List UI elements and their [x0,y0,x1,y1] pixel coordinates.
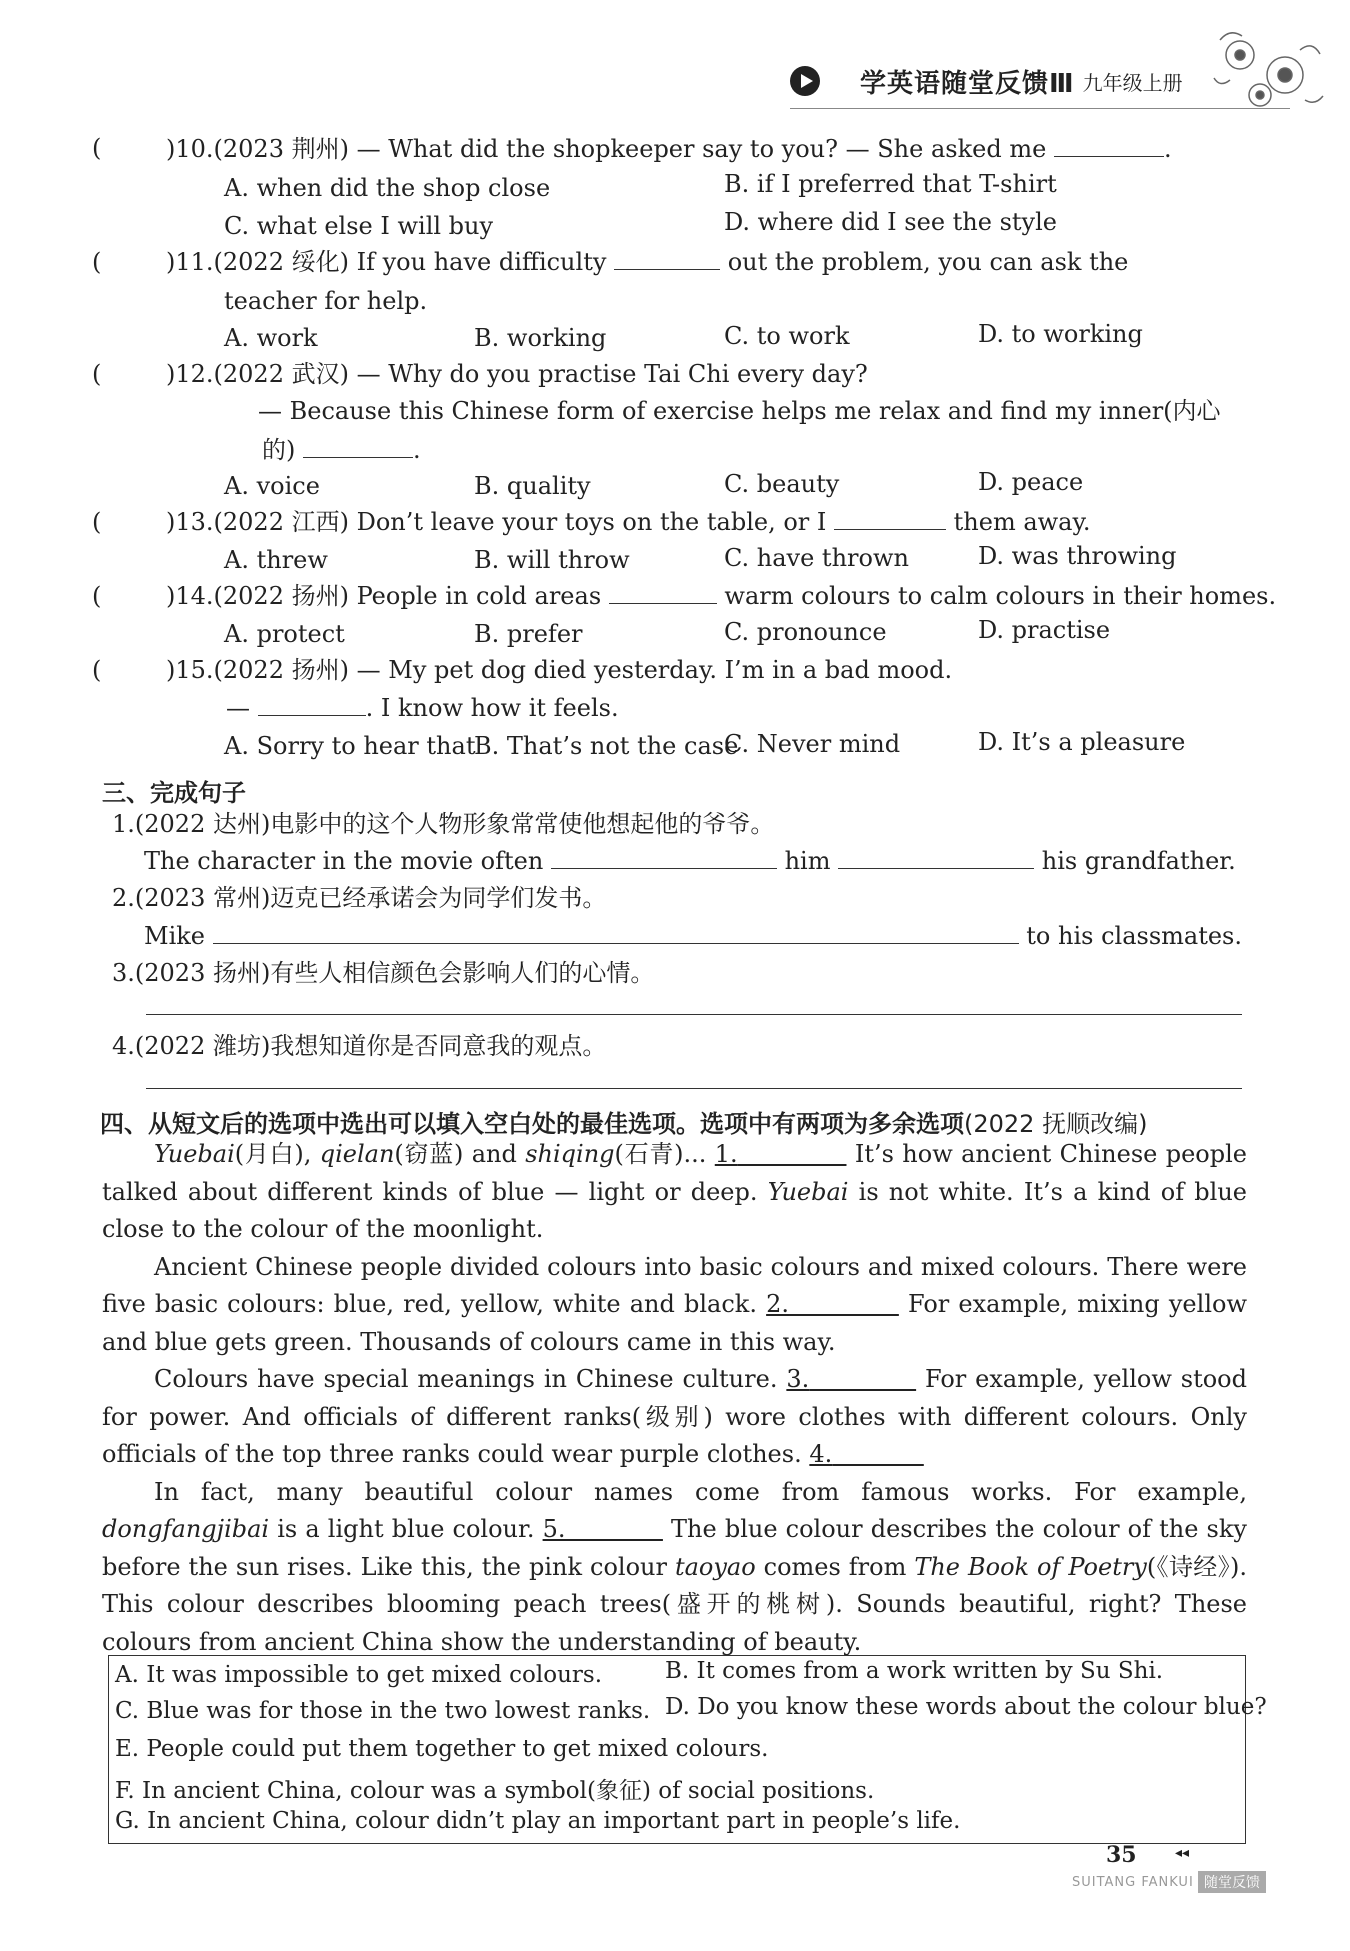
option-c: C. what else I will buy [224,212,494,240]
section-4-title: 四、从短文后的选项中选出可以填入空白处的最佳选项。选项中有两项为多余选项(2022 抚顺改编) [100,1110,1148,1138]
question-10: )10.(2023 荆州) — What did the shopkeeper say to you? — She asked me . [166,135,1172,163]
option-a: A. threw [224,546,328,574]
option-d: D. practise [978,616,1111,644]
flower-decoration-icon [1200,20,1330,120]
option-d: D. peace [978,468,1084,496]
option-d: D. where did I see the style [724,208,1057,236]
answer-paren[interactable]: ( [92,656,102,684]
answer-blank[interactable] [614,247,720,270]
question-12: )12.(2022 武汉) — Why do you practise Tai Chi every day? [166,360,868,388]
page-number: 35 [1106,1842,1137,1868]
play-icon [790,66,820,96]
option-d: D. Do you know these words about the colour blue? [665,1694,1267,1720]
question-11: )11.(2022 绥化) If you have difficulty out the problem, you can ask the [166,248,1129,276]
option-c: C. pronounce [724,618,887,646]
answer-blank[interactable] [609,581,717,604]
paragraph-4: In fact, many beautiful colour names come from famous works. For example, dongfangjibai is a light blue colour. 5. The blue colour describes the colour of the sky before the sun rises. Like this, the pink colour taoyao comes from The Book of Poetry(《诗经》). This colour describes blooming peach trees(盛开的桃树). Sounds beautiful, right? These colours from ancient China show the understanding of beauty. [102,1477,1247,1656]
option-d: D. to working [978,320,1143,348]
option-a: A. It was impossible to get mixed colours. [115,1662,603,1688]
passage-blank-5[interactable]: 5. [542,1515,566,1543]
option-b: B. quality [474,472,591,500]
double-arrow-icon: ◂◂ [1175,1845,1190,1861]
question-15-line2: — . I know how it feels. [226,694,619,722]
option-b: B. That’s not the case [474,732,739,760]
section-3-title: 三、完成句子 [102,779,246,807]
passage-blank-3[interactable]: 3. [786,1365,810,1393]
footer-brand: SUITANG FANKUI [1072,1875,1194,1890]
paragraph-3: Colours have special meanings in Chinese culture. 3. For example, yellow stood for power. And officials of different ranks(级别) wore clothes with different colours. Only officials of the top three ranks could wear purple clothes. 4. [102,1365,1247,1468]
option-a: A. when did the shop close [224,174,551,202]
answer-line[interactable] [146,1014,1242,1015]
option-c: C. Blue was for those in the two lowest ranks. [115,1698,651,1724]
option-b: B. It comes from a work written by Su Shi. [665,1658,1164,1684]
answer-paren[interactable]: ( [92,508,102,536]
passage-blank-2[interactable]: 2. [766,1290,790,1318]
option-c: C. beauty [724,470,840,498]
sentence-1-chinese: 1.(2022 达州)电影中的这个人物形象常常使他想起他的爷爷。 [112,810,775,838]
header-title: 学英语随堂反馈Ⅲ [860,68,1075,99]
option-b: B. if I preferred that T-shirt [724,170,1057,198]
option-a: A. work [224,324,318,352]
header-divider [790,108,1290,109]
question-11-line2: teacher for help. [224,287,428,315]
option-f: F. In ancient China, colour was a symbol(象征) of social positions. [115,1778,875,1804]
answer-blank[interactable] [258,693,366,716]
answer-line[interactable] [146,1088,1242,1089]
sentence-1-english: The character in the movie often him his grandfather. [144,847,1236,875]
sentence-4-chinese: 4.(2022 潍坊)我想知道你是否同意我的观点。 [112,1032,607,1060]
answer-paren[interactable]: ( [92,360,102,388]
paragraph-1: Yuebai(月白), qielan(窃蓝) and shiqing(石青)... 1. It’s how ancient Chinese people talked about different kinds of blue — light or deep. Yuebai is not white. It’s a kind of blue close to the colour of the moonlight. [102,1140,1248,1243]
question-12-line2: — Because this Chinese form of exercise helps me relax and find my inner(内心 [258,397,1221,425]
option-a: A. voice [224,472,320,500]
header-subtitle: 九年级上册 [1082,70,1183,95]
option-d: D. was throwing [978,542,1177,570]
paragraph-2: Ancient Chinese people divided colours into basic colours and mixed colours. There were five basic colours: blue, red, yellow, white and black. 2. For example, mixing yellow and blue gets green. Thousands of colours came in this way. [102,1252,1247,1356]
option-g: G. In ancient China, colour didn’t play an important part in people’s life. [115,1808,961,1834]
sentence-2-english: Mike to his classmates. [144,922,1242,950]
passage-blank-4[interactable]: 4. [809,1440,833,1468]
question-15: )15.(2022 扬州) — My pet dog died yesterday. I’m in a bad mood. [166,656,953,684]
question-14: )14.(2022 扬州) People in cold areas warm colours to calm colours in their homes. [166,582,1277,610]
answer-blank[interactable] [838,846,1034,869]
option-c: C. have thrown [724,544,909,572]
option-a: A. Sorry to hear that [224,732,476,760]
options-box [108,1655,1267,1844]
sentence-3-chinese: 3.(2023 扬州)有些人相信颜色会影响人们的心情。 [112,959,655,987]
answer-blank[interactable] [551,846,777,869]
option-b: B. prefer [474,620,583,648]
option-a: A. protect [224,620,345,648]
answer-blank[interactable] [303,435,413,458]
option-d: D. It’s a pleasure [978,728,1186,756]
option-b: B. will throw [474,546,630,574]
option-e: E. People could put them together to get mixed colours. [115,1736,769,1762]
option-b: B. working [474,324,607,352]
option-c: C. Never mind [724,730,901,758]
footer-badge: 随堂反馈 [1198,1871,1266,1893]
reading-passage [102,1136,1247,1661]
question-12-line3: 的) . [262,436,421,464]
question-13: )13.(2022 江西) Don’t leave your toys on the table, or I them away. [166,508,1091,536]
answer-paren[interactable]: ( [92,248,102,276]
passage-blank-1[interactable]: 1. [714,1140,738,1168]
sentence-2-chinese: 2.(2023 常州)迈克已经承诺会为同学们发书。 [112,884,607,912]
page-header [790,56,1183,106]
answer-blank[interactable] [834,507,946,530]
answer-paren[interactable]: ( [92,134,102,162]
answer-paren[interactable]: ( [92,582,102,610]
answer-blank[interactable] [1054,134,1164,157]
option-c: C. to work [724,322,850,350]
answer-blank[interactable] [213,921,1019,944]
